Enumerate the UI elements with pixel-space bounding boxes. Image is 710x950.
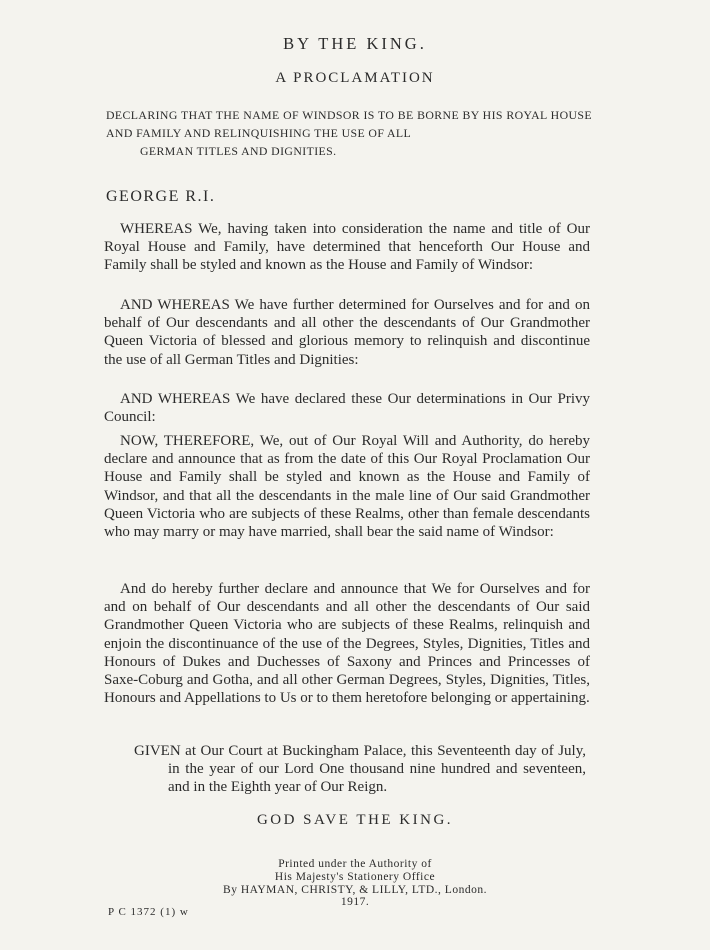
printer-line-3: By HAYMAN, CHRISTY, & LILLY, LTD., London. <box>223 883 487 896</box>
paragraph-and-whereas-declared: AND WHEREAS We have declared these Our determinations in Our Privy Council: <box>104 391 590 426</box>
declaring-line-2: ROYAL HOUSE AND FAMILY AND RELINQUISHING THE USE OF ALL <box>106 108 592 140</box>
paragraph-further-declare: And do hereby further declare and announce that We for Ourselves and for and on behalf of Our descendants and all other the descendants of Our said Grandmother Queen Victoria who are subjects of these Realms, relinquish and enjoin the discontinuance of the use of the Degrees, Styles, Dignities, Titles and Honours of Dukes and Duchesses of Saxony and Princes and Princesses of Saxe-Coburg and Gotha, and all other German Degrees, Styles, Dignities, Titles, Honours and Appellations to Us or to them heretofore belonging or appertaining. <box>104 581 590 707</box>
given-at-court: GIVEN at Our Court at Buckingham Palace, this Seventeenth day of July, in the year of our Lord One thousand nine hundred and seventeen, and in the Eighth year of Our Reign. <box>134 743 586 796</box>
paragraph-now-therefore: NOW, THEREFORE, We, out of Our Royal Will and Authority, do hereby declare and announce that as from the date of this Our Royal Proclamation Our House and Family shall be styled and known as the House and Family of Windsor, and that all the descendants in the male line of Our said Grandmother Queen Victoria who are subjects of these Realms, other than female descendants who may marry or may have married, shall bear the said name of Windsor: <box>104 433 590 541</box>
printer-line-1: Printed under the Authority of <box>278 858 432 870</box>
god-save-the-king: GOD SAVE THE KING. <box>256 812 454 828</box>
document-reference: P C 1372 (1) w <box>108 906 189 918</box>
printer-imprint <box>0 858 710 909</box>
declaring-line-3: GERMAN TITLES AND DIGNITIES. <box>140 144 337 158</box>
document-title: BY THE KING. <box>283 34 427 53</box>
royal-signature: GEORGE R.I. <box>106 188 216 205</box>
printer-line-2: His Majesty's Stationery Office <box>274 870 436 883</box>
declaring-line-1: DECLARING THAT THE NAME OF WINDSOR IS TO BE BORNE BY HIS <box>106 108 503 122</box>
printer-line-4: 1917. <box>340 896 370 909</box>
paragraph-whereas: WHEREAS We, having taken into consideration the name and title of Our Royal House and Family, have determined that henceforth Our House and Family shall be styled and known as the House and Family of Windsor: <box>104 221 590 274</box>
paragraph-and-whereas-determined: AND WHEREAS We have further determined for Ourselves and for and on behalf of Our descendants and all other the descendants of Our Grandmother Queen Victoria of blessed and glorious memory to relinquish and discontinue the use of all German Titles and Dignities: <box>104 297 590 368</box>
document-subtitle: A PROCLAMATION <box>275 70 435 86</box>
declaring-heading <box>106 106 592 160</box>
